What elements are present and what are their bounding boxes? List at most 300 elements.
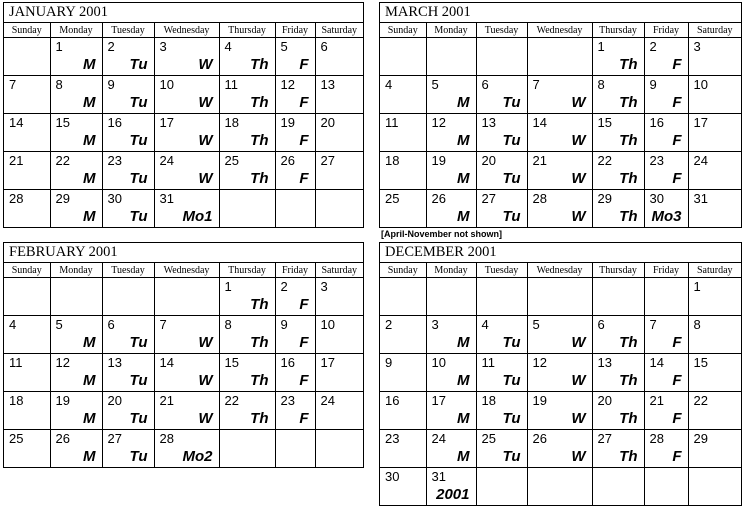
- day-cell: [426, 316, 476, 354]
- day-cell: [592, 38, 644, 76]
- day-number: 22: [597, 153, 612, 168]
- calendar-grid: [4, 263, 363, 467]
- weekday-header: Sunday: [380, 263, 426, 278]
- day-number: 4: [9, 317, 17, 332]
- day-code: Tu: [502, 94, 521, 111]
- day-cell: [527, 354, 592, 392]
- day-number: 3: [320, 279, 328, 294]
- week-row: [4, 38, 363, 76]
- day-code: W: [198, 410, 213, 427]
- day-number: 29: [55, 191, 70, 206]
- week-row: [380, 114, 741, 152]
- day-cell: [527, 392, 592, 430]
- day-cell: [380, 316, 426, 354]
- day-code: Tu: [502, 448, 521, 465]
- day-cell: [154, 190, 219, 228]
- day-cell: [50, 430, 102, 468]
- day-cell: [380, 278, 426, 316]
- day-number: 16: [280, 355, 295, 370]
- day-cell: [688, 190, 741, 228]
- day-number: 25: [224, 153, 239, 168]
- day-number: 30: [649, 191, 664, 206]
- day-cell: [315, 38, 363, 76]
- week-row: [4, 190, 363, 228]
- day-cell: [476, 392, 527, 430]
- day-number: 27: [597, 431, 612, 446]
- day-cell: [426, 278, 476, 316]
- day-code: Th: [619, 410, 638, 427]
- calendar-february: [3, 242, 364, 468]
- day-number: 20: [320, 115, 335, 130]
- day-code: Tu: [502, 372, 521, 389]
- calendar-december: [379, 242, 742, 506]
- day-number: 26: [532, 431, 547, 446]
- day-cell: [275, 76, 315, 114]
- day-number: 17: [159, 115, 174, 130]
- day-cell: [476, 430, 527, 468]
- day-number: 16: [385, 393, 400, 408]
- day-cell: [426, 392, 476, 430]
- day-number: 10: [693, 77, 708, 92]
- day-cell: [592, 76, 644, 114]
- day-number: 21: [649, 393, 664, 408]
- day-cell: [102, 392, 154, 430]
- day-cell: [527, 38, 592, 76]
- day-code: F: [672, 334, 682, 351]
- day-code: Tu: [129, 334, 148, 351]
- day-cell: [102, 354, 154, 392]
- day-cell: [154, 152, 219, 190]
- day-cell: [527, 152, 592, 190]
- day-code: W: [198, 94, 213, 111]
- day-number: 14: [532, 115, 547, 130]
- day-number: 18: [224, 115, 239, 130]
- day-cell: [476, 354, 527, 392]
- week-row: [380, 190, 741, 228]
- day-code: Th: [619, 208, 638, 225]
- day-number: 13: [481, 115, 496, 130]
- day-code: Th: [619, 372, 638, 389]
- day-cell: [315, 430, 363, 468]
- day-cell: [50, 38, 102, 76]
- day-number: 8: [55, 77, 63, 92]
- day-number: 6: [481, 77, 489, 92]
- day-number: 26: [280, 153, 295, 168]
- day-number: 22: [55, 153, 70, 168]
- day-code: Th: [250, 56, 269, 73]
- day-number: 11: [385, 115, 399, 130]
- day-cell: [380, 430, 426, 468]
- day-number: 12: [532, 355, 547, 370]
- day-cell: [592, 392, 644, 430]
- day-number: 13: [597, 355, 612, 370]
- day-code: F: [672, 132, 682, 149]
- day-cell: [688, 468, 741, 506]
- day-cell: [592, 468, 644, 506]
- day-cell: [4, 278, 50, 316]
- day-cell: [380, 38, 426, 76]
- day-cell: [476, 152, 527, 190]
- day-cell: [380, 392, 426, 430]
- day-code: M: [83, 56, 96, 73]
- day-cell: [154, 114, 219, 152]
- day-number: 24: [159, 153, 174, 168]
- day-number: 27: [481, 191, 496, 206]
- week-row: [380, 152, 741, 190]
- day-code: W: [571, 208, 586, 225]
- day-number: 18: [481, 393, 496, 408]
- calendar-title: FEBRUARY 2001: [4, 243, 363, 263]
- months-not-shown-note: [April-November not shown]: [381, 229, 502, 239]
- day-cell: [592, 114, 644, 152]
- day-number: 23: [107, 153, 122, 168]
- day-cell: [380, 354, 426, 392]
- day-code: M: [457, 208, 470, 225]
- day-cell: [102, 38, 154, 76]
- day-cell: [644, 430, 688, 468]
- day-code: Th: [250, 410, 269, 427]
- day-number: 17: [693, 115, 708, 130]
- day-cell: [102, 114, 154, 152]
- day-cell: [644, 114, 688, 152]
- day-cell: [50, 190, 102, 228]
- day-cell: [380, 190, 426, 228]
- day-cell: [688, 152, 741, 190]
- day-cell: [527, 114, 592, 152]
- day-code: F: [672, 170, 682, 187]
- day-number: 13: [107, 355, 122, 370]
- weekday-header: Wednesday: [154, 263, 219, 278]
- day-number: 12: [431, 115, 446, 130]
- day-code: Tu: [129, 208, 148, 225]
- day-number: 1: [55, 39, 63, 54]
- day-cell: [219, 76, 275, 114]
- day-code: Th: [619, 56, 638, 73]
- day-cell: [154, 278, 219, 316]
- day-number: 12: [55, 355, 70, 370]
- day-code: F: [672, 372, 682, 389]
- week-row: [4, 152, 363, 190]
- day-cell: [50, 278, 102, 316]
- day-number: 30: [385, 469, 400, 484]
- weekday-header: Tuesday: [102, 263, 154, 278]
- day-code: F: [299, 170, 309, 187]
- day-number: 28: [649, 431, 664, 446]
- day-cell: [219, 114, 275, 152]
- day-cell: [275, 430, 315, 468]
- day-number: 4: [385, 77, 393, 92]
- day-cell: [476, 278, 527, 316]
- weekday-header: Friday: [644, 263, 688, 278]
- day-code: M: [457, 448, 470, 465]
- weekday-header: Saturday: [688, 23, 741, 38]
- week-row: [380, 316, 741, 354]
- day-number: 9: [649, 77, 657, 92]
- day-cell: [644, 354, 688, 392]
- day-cell: [476, 316, 527, 354]
- day-cell: [219, 316, 275, 354]
- day-code: M: [83, 410, 96, 427]
- day-code: Tu: [129, 170, 148, 187]
- day-number: 25: [9, 431, 24, 446]
- weekday-header-row: [4, 23, 363, 38]
- day-code: M: [83, 334, 96, 351]
- day-number: 31: [431, 469, 446, 484]
- day-cell: [315, 152, 363, 190]
- day-code: W: [198, 372, 213, 389]
- day-cell: [102, 430, 154, 468]
- weekday-header: Sunday: [4, 263, 50, 278]
- day-code: Mo1: [182, 208, 213, 225]
- day-cell: [102, 190, 154, 228]
- week-row: [380, 38, 741, 76]
- weekday-header: Thursday: [592, 263, 644, 278]
- day-number: 2: [649, 39, 657, 54]
- day-cell: [275, 354, 315, 392]
- day-code: Mo2: [182, 448, 213, 465]
- weekday-header-row: [4, 263, 363, 278]
- week-row: [380, 392, 741, 430]
- day-code: F: [299, 334, 309, 351]
- day-cell: [219, 392, 275, 430]
- day-code: Tu: [502, 170, 521, 187]
- day-cell: [102, 76, 154, 114]
- day-code: Th: [250, 372, 269, 389]
- day-cell: [688, 114, 741, 152]
- day-cell: [476, 190, 527, 228]
- day-code: F: [299, 372, 309, 389]
- day-number: 4: [224, 39, 232, 54]
- day-cell: [426, 38, 476, 76]
- day-code: F: [672, 448, 682, 465]
- day-code: F: [299, 410, 309, 427]
- day-code: Tu: [129, 56, 148, 73]
- calendar-body: [4, 38, 363, 228]
- day-cell: [592, 152, 644, 190]
- week-row: [380, 468, 741, 506]
- day-code: M: [83, 372, 96, 389]
- day-code: Th: [250, 296, 269, 313]
- day-code: F: [672, 410, 682, 427]
- day-cell: [644, 190, 688, 228]
- weekday-header-row: [380, 23, 741, 38]
- day-number: 7: [532, 77, 540, 92]
- day-cell: [380, 468, 426, 506]
- week-row: [4, 76, 363, 114]
- day-cell: [426, 190, 476, 228]
- day-cell: [315, 392, 363, 430]
- day-cell: [275, 38, 315, 76]
- day-number: 10: [159, 77, 174, 92]
- day-code: F: [299, 296, 309, 313]
- day-number: 21: [532, 153, 547, 168]
- day-cell: [527, 76, 592, 114]
- weekday-header: Saturday: [315, 263, 363, 278]
- day-number: 26: [431, 191, 446, 206]
- week-row: [4, 354, 363, 392]
- day-cell: [476, 114, 527, 152]
- day-cell: [380, 76, 426, 114]
- day-number: 15: [597, 115, 612, 130]
- day-code: Th: [619, 334, 638, 351]
- day-cell: [644, 468, 688, 506]
- day-cell: [315, 76, 363, 114]
- day-code: Th: [619, 170, 638, 187]
- day-number: 24: [320, 393, 335, 408]
- day-number: 8: [224, 317, 232, 332]
- day-cell: [476, 468, 527, 506]
- week-row: [4, 430, 363, 468]
- day-number: 22: [224, 393, 239, 408]
- day-number: 9: [385, 355, 393, 370]
- week-row: [4, 316, 363, 354]
- day-code: Th: [250, 170, 269, 187]
- day-number: 10: [320, 317, 335, 332]
- weekday-header: Tuesday: [476, 23, 527, 38]
- day-number: 20: [481, 153, 496, 168]
- day-cell: [4, 152, 50, 190]
- day-cell: [50, 392, 102, 430]
- day-number: 23: [280, 393, 295, 408]
- day-cell: [4, 316, 50, 354]
- weekday-header: Friday: [644, 23, 688, 38]
- day-code: F: [299, 132, 309, 149]
- day-code: Tu: [129, 94, 148, 111]
- day-number: 25: [481, 431, 496, 446]
- day-cell: [275, 114, 315, 152]
- day-number: 27: [320, 153, 335, 168]
- day-code: M: [83, 170, 96, 187]
- week-row: [380, 278, 741, 316]
- weekday-header: Wednesday: [527, 263, 592, 278]
- weekday-header: Friday: [275, 23, 315, 38]
- day-code: Th: [619, 94, 638, 111]
- day-cell: [688, 430, 741, 468]
- day-code: W: [571, 132, 586, 149]
- weekday-header: Saturday: [315, 23, 363, 38]
- day-cell: [426, 430, 476, 468]
- day-number: 20: [597, 393, 612, 408]
- day-cell: [219, 354, 275, 392]
- day-number: 1: [597, 39, 605, 54]
- day-number: 30: [107, 191, 122, 206]
- day-code: Mo3: [651, 208, 682, 225]
- day-number: 6: [320, 39, 328, 54]
- day-cell: [102, 316, 154, 354]
- day-number: 16: [649, 115, 664, 130]
- day-code: W: [198, 56, 213, 73]
- weekday-header: Monday: [426, 263, 476, 278]
- day-cell: [4, 76, 50, 114]
- day-number: 29: [597, 191, 612, 206]
- day-number: 19: [55, 393, 70, 408]
- calendar-january: [3, 2, 364, 228]
- day-cell: [527, 190, 592, 228]
- day-number: 5: [55, 317, 63, 332]
- weekday-header: Wednesday: [154, 23, 219, 38]
- day-number: 3: [693, 39, 701, 54]
- day-number: 21: [159, 393, 174, 408]
- day-code: M: [83, 94, 96, 111]
- day-number: 20: [107, 393, 122, 408]
- day-cell: [50, 152, 102, 190]
- day-code: Tu: [129, 372, 148, 389]
- weekday-header: Sunday: [380, 23, 426, 38]
- day-number: 3: [431, 317, 439, 332]
- day-code: W: [571, 448, 586, 465]
- day-cell: [380, 152, 426, 190]
- day-code: W: [571, 94, 586, 111]
- day-code: W: [198, 170, 213, 187]
- weekday-header: Monday: [50, 263, 102, 278]
- calendar-body: [4, 278, 363, 468]
- day-number: 5: [431, 77, 439, 92]
- day-cell: [154, 38, 219, 76]
- day-code: F: [672, 56, 682, 73]
- calendar-title: JANUARY 2001: [4, 3, 363, 23]
- day-code: F: [299, 56, 309, 73]
- day-cell: [315, 278, 363, 316]
- day-code: Tu: [129, 448, 148, 465]
- day-cell: [426, 354, 476, 392]
- day-cell: [688, 354, 741, 392]
- day-number: 9: [280, 317, 288, 332]
- week-row: [380, 354, 741, 392]
- day-number: 25: [385, 191, 400, 206]
- day-cell: [688, 316, 741, 354]
- weekday-header: Thursday: [592, 23, 644, 38]
- day-cell: [426, 152, 476, 190]
- day-code: M: [457, 334, 470, 351]
- day-code: W: [198, 132, 213, 149]
- day-number: 15: [693, 355, 708, 370]
- day-number: 8: [693, 317, 701, 332]
- week-row: [4, 278, 363, 316]
- day-code: Tu: [502, 132, 521, 149]
- weekday-header: Thursday: [219, 263, 275, 278]
- day-cell: [688, 392, 741, 430]
- day-cell: [102, 278, 154, 316]
- day-code: Th: [250, 132, 269, 149]
- day-number: 14: [159, 355, 174, 370]
- day-cell: [592, 354, 644, 392]
- day-number: 2: [385, 317, 393, 332]
- day-number: 2: [107, 39, 115, 54]
- weekday-header: Tuesday: [102, 23, 154, 38]
- day-code: Tu: [502, 410, 521, 427]
- day-number: 7: [9, 77, 17, 92]
- day-number: 28: [159, 431, 174, 446]
- day-code: M: [457, 372, 470, 389]
- day-code: Tu: [129, 410, 148, 427]
- day-number: 26: [55, 431, 70, 446]
- day-cell: [275, 190, 315, 228]
- day-cell: [476, 38, 527, 76]
- day-cell: [4, 430, 50, 468]
- day-code: Tu: [129, 132, 148, 149]
- day-cell: [315, 190, 363, 228]
- day-cell: [644, 152, 688, 190]
- day-cell: [219, 152, 275, 190]
- day-cell: [315, 114, 363, 152]
- day-number: 17: [320, 355, 335, 370]
- day-cell: [644, 278, 688, 316]
- day-code: W: [571, 410, 586, 427]
- day-code: 2001: [436, 486, 470, 503]
- day-number: 11: [224, 77, 238, 92]
- day-number: 19: [280, 115, 295, 130]
- day-number: 6: [107, 317, 115, 332]
